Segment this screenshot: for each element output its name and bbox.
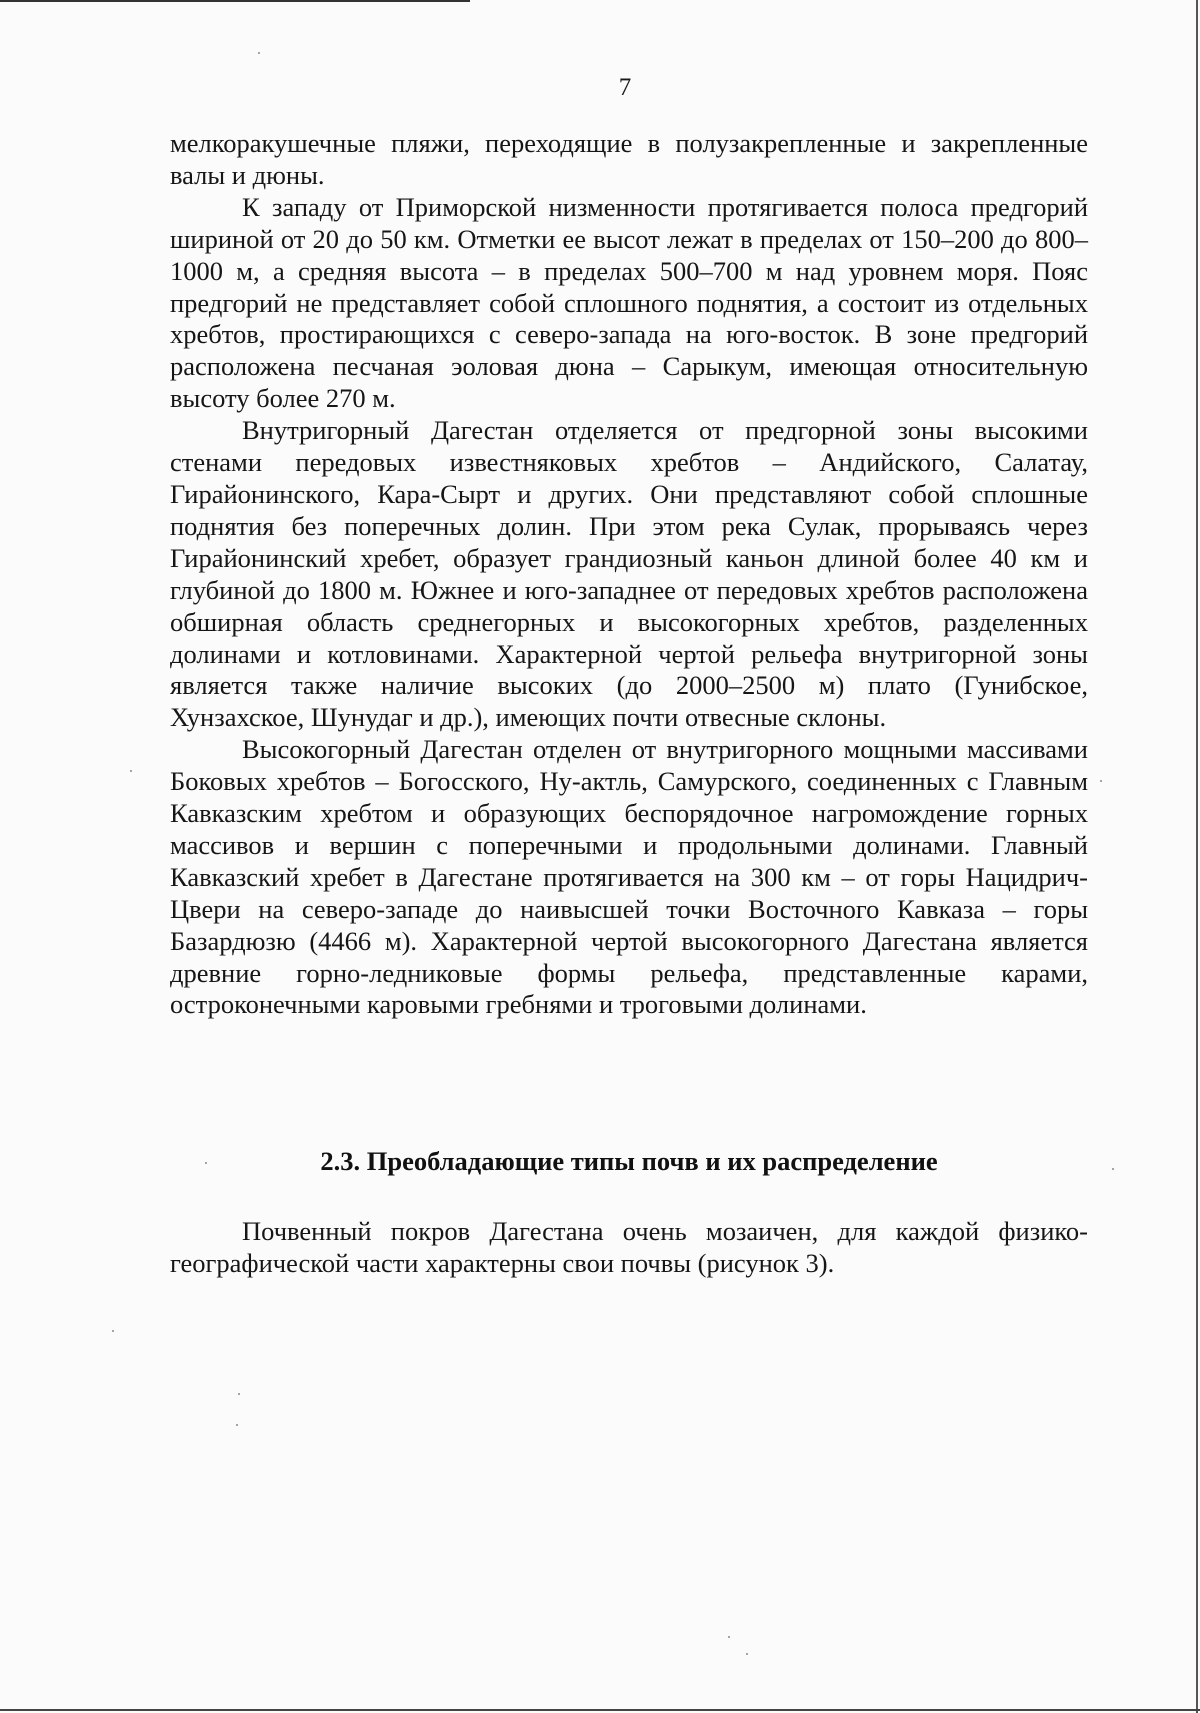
scan-speck [130,770,132,772]
scan-edge-bottom [0,1709,1200,1711]
paragraph-soil-cover: Почвенный покров Дагестана очень мозаичен, для каждой физико-географической части характерны свои почвы (рисунок 3). [170,1216,1088,1278]
section-heading: 2.3. Преобладающие типы почв и их распределение [320,1146,938,1176]
scan-speck [238,1393,240,1395]
scan-edge-right [1196,0,1198,1713]
body-text [170,128,1088,1021]
page-number: 7 [618,74,632,101]
scan-speck [728,1636,730,1638]
paragraph-foothills: К западу от Приморской низменности протягивается полоса предгорий шириной от 20 до 50 км. Отметки ее высот лежат в пределах от 150–200 до 800–1000 м, а средняя высота – в пределах 500–700 м над уровнем моря. Пояс предгорий не представляет собой сплошного поднятия, а состоит из отдельных хребтов, простирающихся с северо-запада на юго-восток. В зоне предгорий расположена песчаная эоловая дюна – Сарыкум, имеющая относительную высоту более 270 м. [170,191,1088,414]
soil-section-text [170,1216,1088,1280]
paragraph-continuation: мелкоракушечные пляжи, переходящие в полузакрепленные и закрепленные валы и дюны. [170,128,1088,190]
scan-speck [258,52,260,54]
scan-edge-top [0,0,470,2]
paragraph-high-mountain: Высокогорный Дагестан отделен от внутригорного мощными массивами Боковых хребтов – Богосского, Ну-актль, Самурского, соединенных с Главным Кавказским хребтом и образующих беспорядочное нагромождение горных массивов и вершин с поперечными и продольными долинами. Главный Кавказский хребет в Дагестане протягивается на 300 км – от горы Нацидрич-Цвери на северо-западе до наивысшей точки Восточного Кавказа – горы Базардюзю (4466 м). Характерной чертой высокогорного Дагестана является древние горно-ледниковые формы рельефа, представленные карами, остроконечными каровыми гребнями и троговыми долинами. [170,734,1088,1020]
scan-speck [205,1162,207,1164]
scan-speck [746,1653,748,1655]
scan-speck [112,1330,114,1332]
scan-speck [1112,1168,1114,1170]
scan-speck [1100,780,1102,782]
scan-speck [236,1424,238,1426]
paragraph-inner-mountain: Внутригорный Дагестан отделяется от предгорной зоны высокими стенами передовых известняковых хребтов – Андийского, Салатау, Гирайонинского, Кара-Сырт и других. Они представляют собой сплошные поднятия без поперечных долин. При этом река Сулак, прорываясь через Гирайонинский хребет, образует грандиозный каньон длиной более 40 км и глубиной до 1800 м. Южнее и юго-западнее от передовых хребтов расположена обширная область среднегорных и высокогорных хребтов, разделенных долинами и котловинами. Характерной чертой рельефа внутригорной зоны является также наличие высоких (до 2000–2500 м) плато (Гунибское, Хунзахское, Шунудаг и др.), имеющих почти отвесные склоны. [170,415,1088,733]
